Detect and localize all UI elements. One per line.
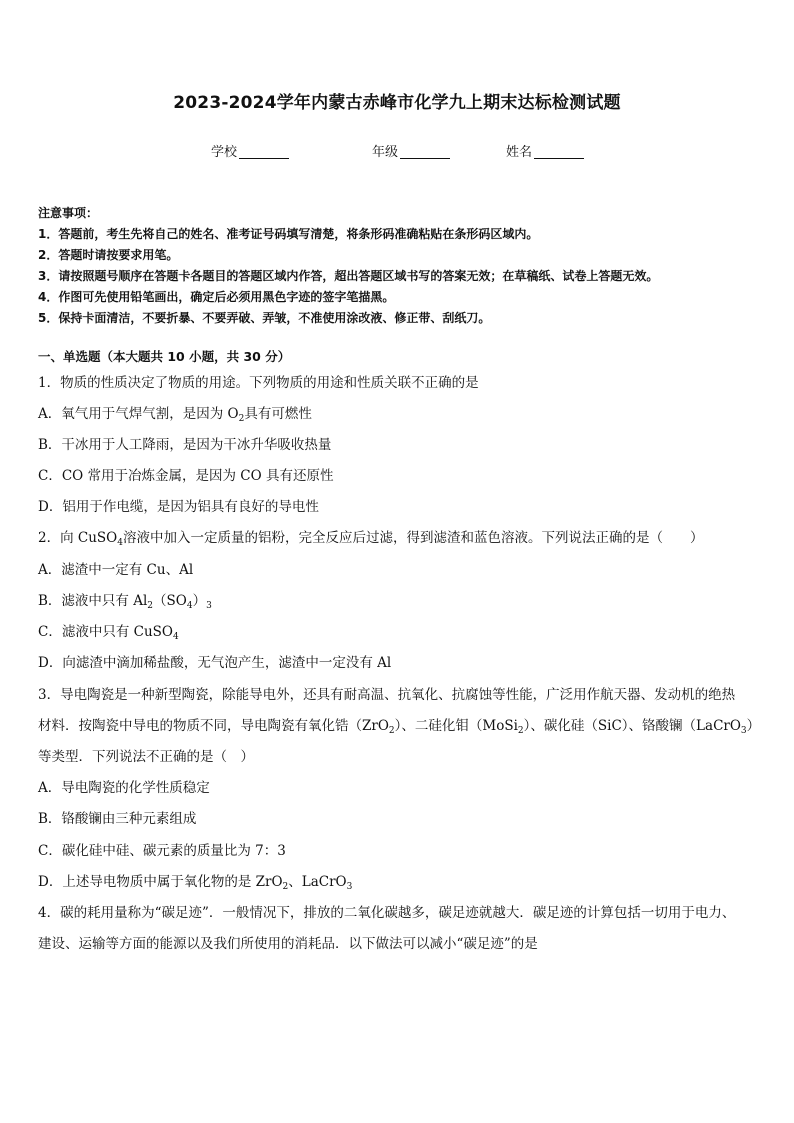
note-item: 5．保持卡面清洁，不要折暴、不要弄破、弄皱，不准使用涂改液、修正带、刮纸刀。 [38, 311, 491, 325]
q2-option-d: D．向滤渣中滴加稀盐酸，无气泡产生，滤渣中一定没有 Al [38, 655, 392, 671]
q4-stem-line2: 建设、运输等方面的能源以及我们所使用的消耗品．以下做法可以减小“碳足迹”的是 [38, 936, 538, 952]
grade-blank[interactable] [400, 144, 450, 159]
student-info-row [0, 141, 794, 159]
note-item: 3．请按照题号顺序在答题卡各题目的答题区域内作答，超出答题区域书写的答案无效；在草稿纸、试卷上答题无效。 [38, 269, 659, 283]
q2-option-c: C．滤液中只有 CuSO$_4$ [38, 624, 179, 642]
grade-field [372, 141, 450, 160]
section-heading: 一、单选题（本大题共 10 小题，共 30 分） [38, 349, 291, 364]
q1-option-b: B．干冰用于人工降雨，是因为干冰升华吸收热量 [38, 437, 332, 453]
q4-stem-line1: 4．碳的耗用量称为“碳足迹”．一般情况下，排放的二氧化碳越多，碳足迹就越大．碳足迹的计算包括一切用于电力、 [38, 905, 736, 921]
q1-option-c: C．CO 常用于冶炼金属，是因为 CO 具有还原性 [38, 468, 334, 484]
q2-option-b: B．滤液中只有 $Al_2(SO_4)_3$ [38, 593, 212, 611]
note-item: 4．作图可先使用铅笔画出，确定后必须用黑色字迹的签字笔描黑。 [38, 290, 395, 304]
note-item: 2．答题时请按要求用笔。 [38, 248, 179, 262]
q3-stem-line2: 材料．按陶瓷中导电的物质不同，导电陶瓷有氧化锆（ZrO$_2$）、二硅化钼（MoSi$_2$）、碳化硅（SiC）、铬酸镧（LaCrO$_3$） [38, 718, 761, 736]
q3-stem-line1: 3．导电陶瓷是一种新型陶瓷，除能导电外，还具有耐高温、抗氧化、抗腐蚀等性能，广泛用作航天器、发动机的绝热 [38, 687, 736, 703]
exam-title: 2023-2024学年内蒙古赤峰市化学九上期末达标检测试题 [173, 93, 621, 113]
name-blank[interactable] [534, 144, 584, 159]
q3-option-a: A．导电陶瓷的化学性质稳定 [38, 780, 210, 796]
notes-heading: 注意事项： [38, 206, 99, 220]
school-blank[interactable] [239, 144, 289, 159]
school-field [211, 141, 289, 160]
q3-option-d: D．上述导电物质中属于氧化物的是 ZrO$_2$、LaCrO$_3$ [38, 874, 353, 892]
q1-option-d: D．铝用于作电缆，是因为铝具有良好的导电性 [38, 499, 319, 515]
q2-option-a: A．滤渣中一定有 Cu、Al [38, 562, 194, 578]
name-label: 姓名 [506, 145, 533, 160]
notes-block [38, 203, 768, 329]
q3-option-c: C．碳化硅中硅、碳元素的质量比为 7：3 [38, 843, 286, 859]
note-item: 1．答题前，考生先将自己的姓名、准考证号码填写清楚，将条形码准确粘贴在条形码区域内。 [38, 227, 539, 241]
grade-label: 年级 [372, 145, 399, 160]
q2-stem: 2．向 CuSO$_4$溶液中加入一定质量的铝粉，完全反应后过滤，得到滤渣和蓝色溶液。下列说法正确的是（ ） [38, 530, 704, 548]
school-label: 学校 [211, 145, 238, 160]
q3-option-b: B．铬酸镧由三种元素组成 [38, 811, 197, 827]
q1-stem: 1．物质的性质决定了物质的用途。下列物质的用途和性质关联不正确的是 [38, 375, 479, 391]
q3-stem-line3: 等类型．下列说法不正确的是（ ） [38, 749, 254, 765]
q1-option-a: A．氧气用于气焊气割，是因为 $O_2$具有可燃性 [38, 406, 312, 424]
name-field [506, 141, 584, 160]
